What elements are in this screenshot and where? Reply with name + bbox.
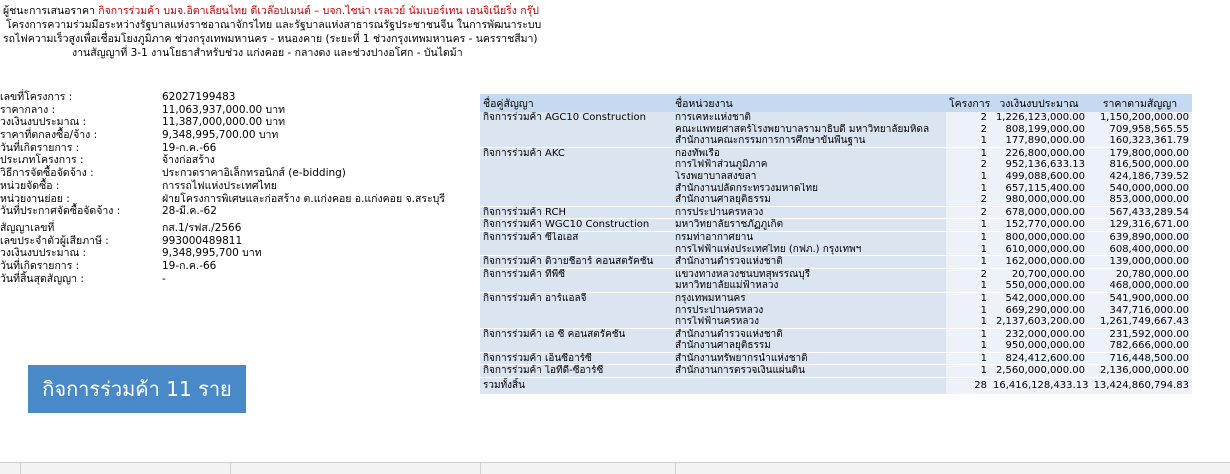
info-value: จ้างก่อสร้าง [162,154,215,167]
table-row [480,159,1192,171]
info-row [0,273,470,286]
cell-projects: 1 [946,183,990,195]
cell-contractor [480,340,672,352]
cell-agency: การไฟฟ้าส่วนภูมิภาค [672,159,946,171]
table-row [480,194,1192,206]
cell-price: 639,890,000.00 [1088,231,1192,243]
cell-agency: กองทัพเรือ [672,147,946,159]
cell-agency: สำนักงานการตรวจเงินแผ่นดิน [672,365,946,378]
table-row [480,256,1192,269]
cell-projects: 1 [946,147,990,159]
info-value: 62027199483 [162,91,236,103]
cell-price: 347,716,000.00 [1088,305,1192,317]
cell-projects: 2 [946,268,990,280]
total-price: 13,424,860,794.83 [1088,378,1192,395]
cell-price: 608,400,000.00 [1088,244,1192,256]
project-info [0,91,470,285]
strip-divider [675,463,676,474]
cell-projects: 1 [946,316,990,328]
cell-price: 139,000,000.00 [1088,256,1192,269]
info-row [0,129,470,142]
contract-table [480,94,1192,394]
cell-agency: การไฟฟ้านครหลวง [672,316,946,328]
info-label: ราคากลาง : [0,103,56,116]
cell-projects: 1 [946,219,990,232]
cell-price: 782,666,000.00 [1088,340,1192,352]
info-label: วันที่สิ้นสุดสัญญา : [0,272,84,285]
cell-agency: มหาวิทยาลัยแม่ฟ้าหลวง [672,280,946,292]
cell-price: 853,000,000.00 [1088,194,1192,206]
cell-budget: 20,700,000.00 [990,268,1088,280]
total-budget: 16,416,128,433.13 [990,378,1088,395]
cell-budget: 824,412,600.00 [990,352,1088,365]
strip-divider [480,463,481,474]
table-row [480,244,1192,256]
info-label: หน่วยจัดซื้อ : [0,179,60,192]
cell-budget: 678,000,000.00 [990,206,1088,219]
cell-budget: 952,136,633.13 [990,159,1088,171]
cell-projects: 1 [946,231,990,243]
table-row [480,231,1192,243]
cell-projects: 2 [946,159,990,171]
cell-contractor [480,135,672,147]
cell-price: 179,800,000.00 [1088,147,1192,159]
cell-budget: 800,000,000.00 [990,231,1088,243]
cell-budget: 550,000,000.00 [990,280,1088,292]
cell-projects: 1 [946,340,990,352]
cell-contractor [480,194,672,206]
cell-agency: แขวงทางหลวงชนบทสุพรรณบุรี [672,268,946,280]
table-row [480,280,1192,292]
cell-projects: 1 [946,171,990,183]
cell-agency: สำนักงานศาลยุติธรรม [672,340,946,352]
winner-name: กิจการร่วมค้า บมจ.อิตาเลียนไทย ดีเวล๊อปเมนต์ – บจก.ไชน่า เรลเวย์ นัมเบอร์เทน เอนจิเนียริ่ง กรุ๊ป [98,5,539,17]
info-row [0,247,470,260]
info-label: วันที่ประกาศจัดซื้อจัดจ้าง : [0,205,121,218]
cell-projects: 1 [946,365,990,378]
cell-budget: 152,770,000.00 [990,219,1088,232]
cell-agency: สำนักงานศาลยุติธรรม [672,194,946,206]
cell-contractor [480,244,672,256]
table-row [480,316,1192,328]
cell-projects: 1 [946,292,990,304]
cell-contractor [480,305,672,317]
total-projects: 28 [946,378,990,395]
info-value: ประกวดราคาอิเล็กทรอนิกส์ (e-bidding) [162,167,346,180]
cell-budget: 950,000,000.00 [990,340,1088,352]
info-value: 28-มี.ค.-62 [162,205,217,218]
info-row [0,235,470,248]
cell-price: 2,136,000,000.00 [1088,365,1192,378]
cell-projects: 1 [946,135,990,147]
cell-price: 1,150,200,000.00 [1088,112,1192,124]
cell-agency: สำนักงานทรัพยากรน้ำแห่งชาติ [672,352,946,365]
cell-budget: 542,000,000.00 [990,292,1088,304]
info-value: การรถไฟแห่งประเทศไทย [162,179,277,192]
info-value: 19-ก.ค.-66 [162,259,217,272]
cell-contractor [480,159,672,171]
info-label: วันที่เกิดรายการ : [0,141,80,154]
cell-price: 20,780,000.00 [1088,268,1192,280]
strip-divider [230,463,231,474]
cell-contractor: กิจการร่วมค้า AGC10 Construction [480,112,672,124]
info-label: ราคาที่ตกลงซื้อ/จ้าง : [0,129,98,142]
cell-projects: 1 [946,244,990,256]
info-row [0,167,470,180]
table-row [480,268,1192,280]
total-empty [672,378,946,395]
info-row [0,193,470,206]
info-row [0,222,470,235]
cell-projects: 1 [946,305,990,317]
cell-budget: 162,000,000.00 [990,256,1088,269]
cell-contractor: กิจการร่วมค้า อาร์แอลจี [480,292,672,304]
cell-projects: 1 [946,352,990,365]
table-row [480,340,1192,352]
cell-agency: มหาวิทยาลัยราชภัฏภูเก็ต [672,219,946,232]
info-row [0,260,470,273]
info-value: 993000489811 [162,234,243,247]
cell-budget: 808,199,000.00 [990,124,1088,136]
cell-contractor: กิจการร่วมค้า WGC10 Construction [480,219,672,232]
col-header-agency: ชื่อหน่วยงาน [672,94,946,112]
table-row [480,292,1192,304]
info-label: วงเงินงบประมาณ : [0,247,87,260]
cell-budget: 232,000,000.00 [990,328,1088,340]
table-row [480,305,1192,317]
cell-price: 160,323,361.79 [1088,135,1192,147]
bottom-strip [0,462,1230,474]
project-title-line-3: งานสัญญาที่ 3-1 งานโยธาสำหรับช่วง แก่งคอย - กลางดง และช่วงปางอโศก - บันไดม้า [72,47,463,59]
joint-venture-count-banner: กิจการร่วมค้า 11 ราย [28,365,246,413]
info-label: วันที่เกิดรายการ : [0,259,80,272]
cell-agency: โรงพยาบาลสงขลา [672,171,946,183]
cell-price: 540,000,000.00 [1088,183,1192,195]
info-value: กส.1/รฟส./2566 [162,221,242,234]
info-label: เลขที่โครงการ : [0,91,73,103]
total-row [480,378,1192,395]
info-label: สัญญาเลขที่ [0,221,55,234]
total-label: รวมทั้งสิ้น [480,378,672,395]
cell-contractor [480,280,672,292]
cell-contractor: กิจการร่วมค้า RCH [480,206,672,219]
info-value: 9,348,995,700 บาท [162,247,262,260]
cell-contractor [480,124,672,136]
winner-line [0,4,640,18]
cell-projects: 1 [946,280,990,292]
cell-contractor: กิจการร่วมค้า ซีไอเอส [480,231,672,243]
cell-projects: 1 [946,256,990,269]
table-row [480,183,1192,195]
cell-projects: 2 [946,112,990,124]
table-row [480,124,1192,136]
cell-agency: กรุงเทพมหานคร [672,292,946,304]
cell-projects: 1 [946,328,990,340]
info-label: หน่วยงานย่อย : [0,192,70,205]
info-value: ฝ่ายโครงการพิเศษและก่อสร้าง ต.แก่งคอย อ.แก่งคอย จ.สระบุรี [162,192,445,205]
cell-contractor: กิจการร่วมค้า เอ ซี คอนสตรัคชั่น [480,328,672,340]
cell-contractor [480,183,672,195]
cell-budget: 980,000,000.00 [990,194,1088,206]
table-row [480,352,1192,365]
cell-budget: 2,560,000,000.00 [990,365,1088,378]
cell-contractor: กิจการร่วมค้า เอ็นซีอาร์ซี [480,352,672,365]
cell-agency: การประปานครหลวง [672,305,946,317]
info-row [0,205,470,218]
cell-budget: 226,800,000.00 [990,147,1088,159]
table-header-row [480,94,1192,112]
col-header-projects: โครงการ [946,94,990,112]
cell-price: 541,900,000.00 [1088,292,1192,304]
info-value: 19-ก.ค.-66 [162,141,217,154]
cell-contractor: กิจการร่วมค้า ทีพีซี [480,268,672,280]
cell-agency: สำนักงานปลัดกระทรวงมหาดไทย [672,183,946,195]
info-label: เลขประจำตัวผู้เสียภาษี : [0,234,109,247]
cell-budget: 1,226,123,000.00 [990,112,1088,124]
table-row [480,135,1192,147]
strip-divider [20,463,21,474]
cell-projects: 2 [946,206,990,219]
cell-agency: การไฟฟ้าแห่งประเทศไทย (กฟภ.) กรุงเทพฯ [672,244,946,256]
cell-budget: 177,890,000.00 [990,135,1088,147]
project-title-line-1: โครงการความร่วมมือระหว่างรัฐบาลแห่งราชอาณาจักรไทย และรัฐบาลแห่งสาธารณรัฐประชาชนจีน ในการพัฒนาระบบ [6,19,542,31]
cell-contractor [480,171,672,183]
info-value: 11,063,937,000.00 บาท [162,103,286,116]
cell-contractor: กิจการร่วมค้า ไอทีดี-ซีอาร์ซี [480,365,672,378]
cell-budget: 657,115,400.00 [990,183,1088,195]
cell-budget: 669,290,000.00 [990,305,1088,317]
table-row [480,365,1192,378]
info-row [0,104,470,117]
col-header-contractor: ชื่อคู่สัญญา [480,94,672,112]
info-row [0,154,470,167]
cell-contractor [480,316,672,328]
cell-price: 709,958,565.55 [1088,124,1192,136]
info-value: 9,348,995,700.00 บาท [162,129,279,142]
document-header [0,4,640,60]
info-value: 11,387,000,000.00 บาท [162,116,286,129]
cell-price: 1,261,749,667.43 [1088,316,1192,328]
info-row [0,180,470,193]
cell-agency: การประปานครหลวง [672,206,946,219]
cell-agency: คณะแพทยศาสตร์โรงพยาบาลรามาธิบดี มหาวิทยาลัยมหิดล [672,124,946,136]
cell-price: 468,000,000.00 [1088,280,1192,292]
cell-contractor: กิจการร่วมค้า ดิวายชีอาร์ คอนสตรัคชั่น [480,256,672,269]
project-title-line-2: รถไฟความเร็วสูงเพื่อเชื่อมโยงภูมิภาค ช่วงกรุงเทพมหานคร - หนองคาย (ระยะที่ 1 ช่วงกรุงเทพมหานคร - นครราชสีมา) [3,33,538,45]
table-row [480,112,1192,124]
winner-prefix: ผู้ชนะการเสนอราคา [3,5,95,17]
info-label: วงเงินงบประมาณ : [0,116,87,129]
table-row [480,219,1192,232]
cell-projects: 2 [946,124,990,136]
table-row [480,147,1192,159]
info-value: - [162,272,166,285]
cell-price: 424,186,739.52 [1088,171,1192,183]
cell-contractor: กิจการร่วมค้า AKC [480,147,672,159]
cell-price: 129,316,671.00 [1088,219,1192,232]
cell-budget: 499,088,600.00 [990,171,1088,183]
cell-agency: สำนักงานตำรวจแห่งชาติ [672,328,946,340]
cell-price: 816,500,000.00 [1088,159,1192,171]
col-header-budget: วงเงินงบประมาณ [990,94,1088,112]
table-row [480,171,1192,183]
cell-price: 567,433,289.54 [1088,206,1192,219]
table-row [480,206,1192,219]
info-row [0,116,470,129]
col-header-price: ราคาตามสัญญา [1088,94,1192,112]
info-row [0,91,470,104]
info-label: วิธีการจัดซื้อจัดจ้าง : [0,167,94,180]
info-row [0,142,470,155]
cell-agency: สำนักงานคณะกรรมการการศึกษาขั้นพื้นฐาน [672,135,946,147]
cell-price: 231,592,000.00 [1088,328,1192,340]
cell-agency: กรมท่าอากาศยาน [672,231,946,243]
cell-price: 716,448,500.00 [1088,352,1192,365]
info-label: ประเภทโครงการ : [0,154,84,167]
table-row [480,328,1192,340]
cell-projects: 2 [946,194,990,206]
cell-budget: 610,000,000.00 [990,244,1088,256]
cell-agency: สำนักงานตำรวจแห่งชาติ [672,256,946,269]
cell-agency: การเคหะแห่งชาติ [672,112,946,124]
cell-budget: 2,137,603,200.00 [990,316,1088,328]
